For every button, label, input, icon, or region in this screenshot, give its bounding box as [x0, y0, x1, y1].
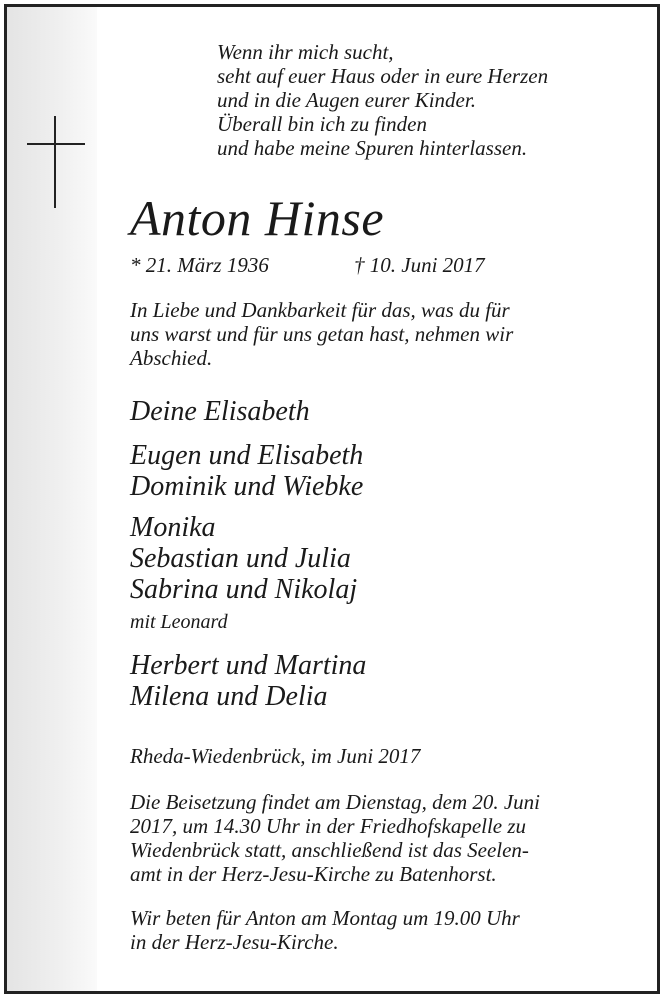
- poem-line: und in die Augen eurer Kinder.: [217, 88, 476, 112]
- prayer-line: Wir beten für Anton am Montag um 19.00 Uhr: [130, 906, 520, 930]
- mourner-name: Eugen und Elisabeth: [130, 440, 364, 471]
- mourner-name: Herbert und Martina: [130, 650, 367, 681]
- mourner-name: Monika: [130, 512, 216, 543]
- mourner-name: Sebastian und Julia: [130, 543, 351, 574]
- mourner-name: Dominik und Wiebke: [130, 471, 364, 502]
- poem-line: Wenn ihr mich sucht,: [217, 40, 394, 64]
- farewell-text: [130, 298, 513, 370]
- life-dates: [130, 252, 485, 278]
- funeral-line: Wiedenbrück statt, anschließend ist das Seelen-: [130, 838, 529, 862]
- latin-cross-icon: [27, 116, 85, 210]
- family-group-3: [130, 512, 357, 605]
- mourner-name: Sabrina und Nikolaj: [130, 574, 358, 605]
- funeral-line: Die Beisetzung findet am Dienstag, dem 20. Juni: [130, 790, 541, 814]
- poem-line: Überall bin ich zu finden: [217, 112, 427, 136]
- place-date: Rheda-Wiedenbrück, im Juni 2017: [130, 744, 421, 768]
- family-group-2: [130, 440, 363, 502]
- mourner-name: Deine Elisabeth: [130, 396, 310, 427]
- family-group-1: [130, 396, 310, 427]
- prayer-notice: [130, 906, 520, 954]
- funeral-notice: [130, 790, 540, 886]
- family-group-3-note: mit Leonard: [130, 611, 228, 633]
- family-group-4: [130, 650, 366, 712]
- funeral-line: amt in der Herz-Jesu-Kirche zu Batenhorst.: [130, 862, 497, 886]
- deceased-name: Anton Hinse: [130, 190, 385, 246]
- poem: [217, 40, 548, 160]
- farewell-line: uns warst und für uns getan hast, nehmen wir: [130, 322, 514, 346]
- prayer-line: in der Herz-Jesu-Kirche.: [130, 930, 339, 954]
- birth-date: * 21. März 1936: [130, 253, 269, 277]
- farewell-line: Abschied.: [130, 346, 213, 370]
- mourner-name: Milena und Delia: [130, 681, 328, 712]
- farewell-line: In Liebe und Dankbarkeit für das, was du für: [130, 298, 510, 322]
- poem-line: und habe meine Spuren hinterlassen.: [217, 136, 528, 160]
- poem-line: seht auf euer Haus oder in eure Herzen: [217, 64, 549, 88]
- funeral-line: 2017, um 14.30 Uhr in der Friedhofskapelle zu: [130, 814, 527, 838]
- death-date: † 10. Juni 2017: [354, 253, 485, 277]
